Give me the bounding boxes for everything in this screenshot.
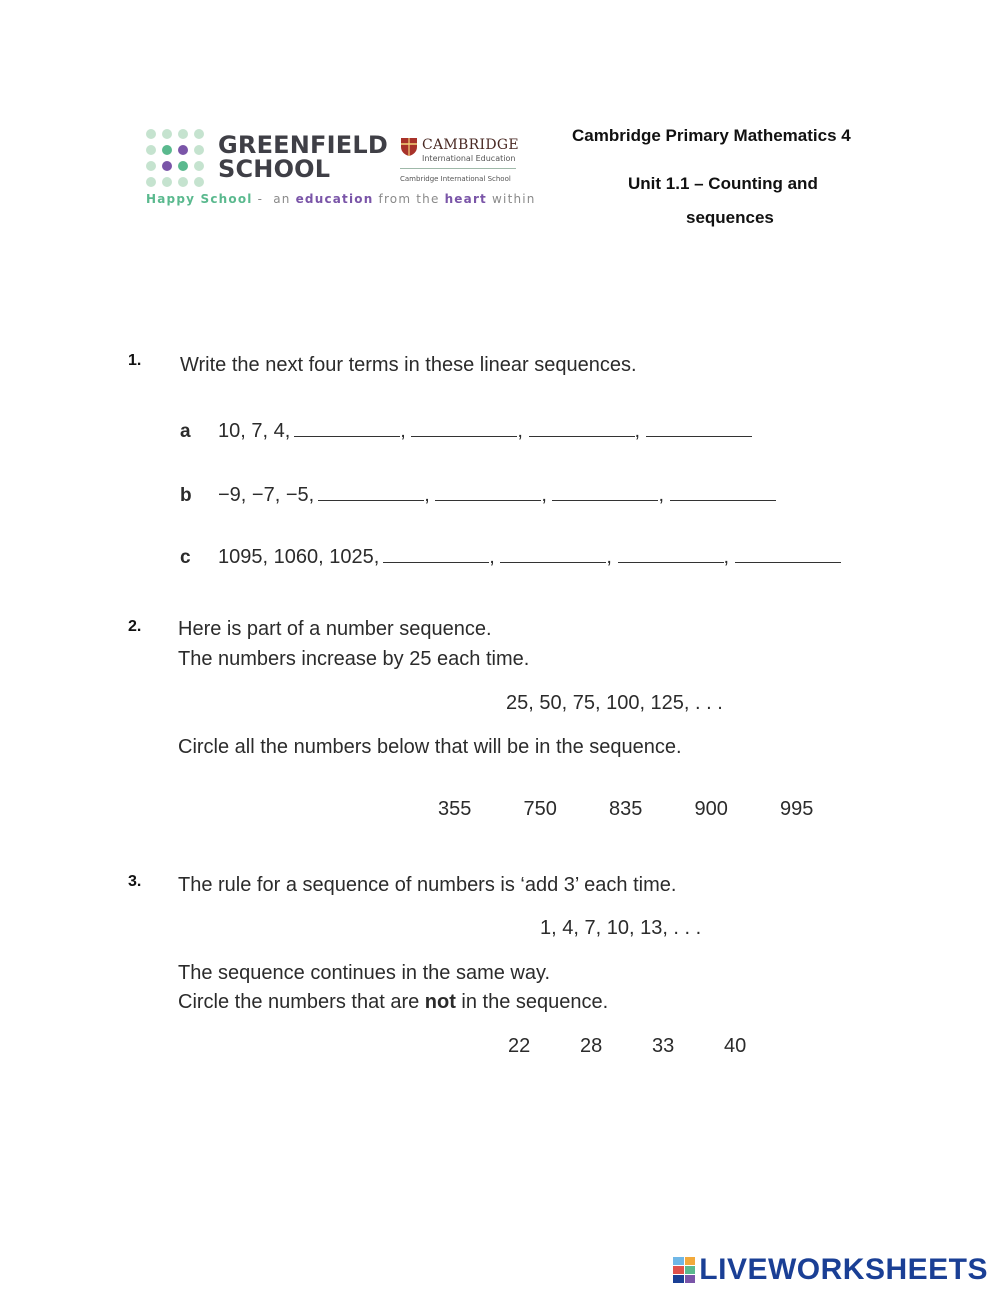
answer-blank-1b-2[interactable] (435, 482, 541, 501)
cambridge-school-label: Cambridge International School (400, 175, 511, 183)
option-40[interactable]: 40 (724, 1035, 747, 1057)
answer-blank-1a-2[interactable] (411, 418, 517, 437)
tagline-heart: heart (444, 192, 487, 206)
school-name (218, 133, 388, 181)
question-3-line1: The sequence continues in the same way. (178, 962, 551, 984)
question-2-number: 2. (128, 618, 142, 635)
sequence-text: 10, 7, 4, (218, 420, 291, 442)
answer-blank-1a-3[interactable] (529, 418, 635, 437)
sequence-text: 1095, 1060, 1025, (218, 546, 380, 568)
question-1-number: 1. (128, 352, 142, 369)
liveworksheets-text: LIVEWORKSHEETS (699, 1253, 988, 1286)
option-750[interactable]: 750 (523, 798, 557, 820)
school-name-line2: SCHOOL (218, 155, 331, 183)
unit-title-line1: Unit 1.1 – Counting and (628, 174, 818, 193)
option-28[interactable]: 28 (580, 1035, 603, 1057)
cambridge-subtitle: International Education (422, 154, 516, 163)
part-label: b (180, 485, 192, 506)
question-3-line2 (178, 991, 608, 1014)
school-name-line1: GREENFIELD (218, 131, 388, 159)
answer-blank-1b-3[interactable] (552, 482, 658, 501)
tagline-education: education (295, 192, 374, 206)
course-title: Cambridge Primary Mathematics 4 (572, 126, 851, 145)
question-1a: a 10, 7, 4, , , , (180, 418, 752, 443)
answer-blank-1a-1[interactable] (294, 418, 400, 437)
option-22[interactable]: 22 (508, 1035, 531, 1057)
tagline-mid: from the (373, 192, 445, 206)
option-995[interactable]: 995 (780, 798, 814, 820)
liveworksheets-logo-icon (673, 1257, 695, 1283)
tagline-end: within (487, 192, 536, 206)
answer-blank-1b-4[interactable] (670, 482, 776, 501)
option-900[interactable]: 900 (694, 798, 728, 820)
school-tagline (146, 192, 536, 206)
sequence-text: −9, −7, −5, (218, 484, 315, 506)
answer-blank-1c-2[interactable] (500, 544, 606, 563)
question-1b: b −9, −7, −5, , , , (180, 482, 776, 507)
unit-title-line2: sequences (686, 208, 774, 227)
question-2-instruction: Circle all the numbers below that will be in the sequence. (178, 736, 682, 758)
part-label: a (180, 421, 191, 442)
line2-before: Circle the numbers that are (178, 991, 425, 1013)
option-355[interactable]: 355 (438, 798, 472, 820)
answer-blank-1c-1[interactable] (383, 544, 489, 563)
answer-blank-1a-4[interactable] (646, 418, 752, 437)
line2-after: in the sequence. (455, 991, 609, 1013)
question-2-options (438, 798, 813, 821)
answer-blank-1b-1[interactable] (318, 482, 424, 501)
question-2-line1: Here is part of a number sequence. (178, 618, 492, 640)
question-3-rule: The rule for a sequence of numbers is ‘add 3’ each time. (178, 874, 677, 896)
cambridge-shield-icon (400, 137, 418, 157)
question-1c: c 1095, 1060, 1025, , , , (180, 544, 841, 569)
answer-blank-1c-3[interactable] (618, 544, 724, 563)
cambridge-divider (400, 168, 516, 169)
answer-blank-1c-4[interactable] (735, 544, 841, 563)
tagline-happy: Happy School (146, 192, 253, 206)
school-logo-dots (146, 129, 206, 189)
tagline-sep: - an (252, 192, 296, 206)
option-33[interactable]: 33 (652, 1035, 675, 1057)
line2-bold: not (424, 991, 456, 1013)
cambridge-name: CAMBRIDGE (422, 137, 519, 153)
question-3-options (508, 1035, 746, 1058)
question-3-sequence: 1, 4, 7, 10, 13, . . . (540, 917, 702, 939)
option-835[interactable]: 835 (609, 798, 643, 820)
part-label: c (180, 547, 191, 568)
liveworksheets-brand (673, 1253, 988, 1287)
question-2-line2: The numbers increase by 25 each time. (178, 648, 530, 670)
question-2-sequence: 25, 50, 75, 100, 125, . . . (506, 692, 723, 714)
question-3-number: 3. (128, 873, 142, 890)
question-1-prompt: Write the next four terms in these linear sequences. (180, 354, 637, 376)
